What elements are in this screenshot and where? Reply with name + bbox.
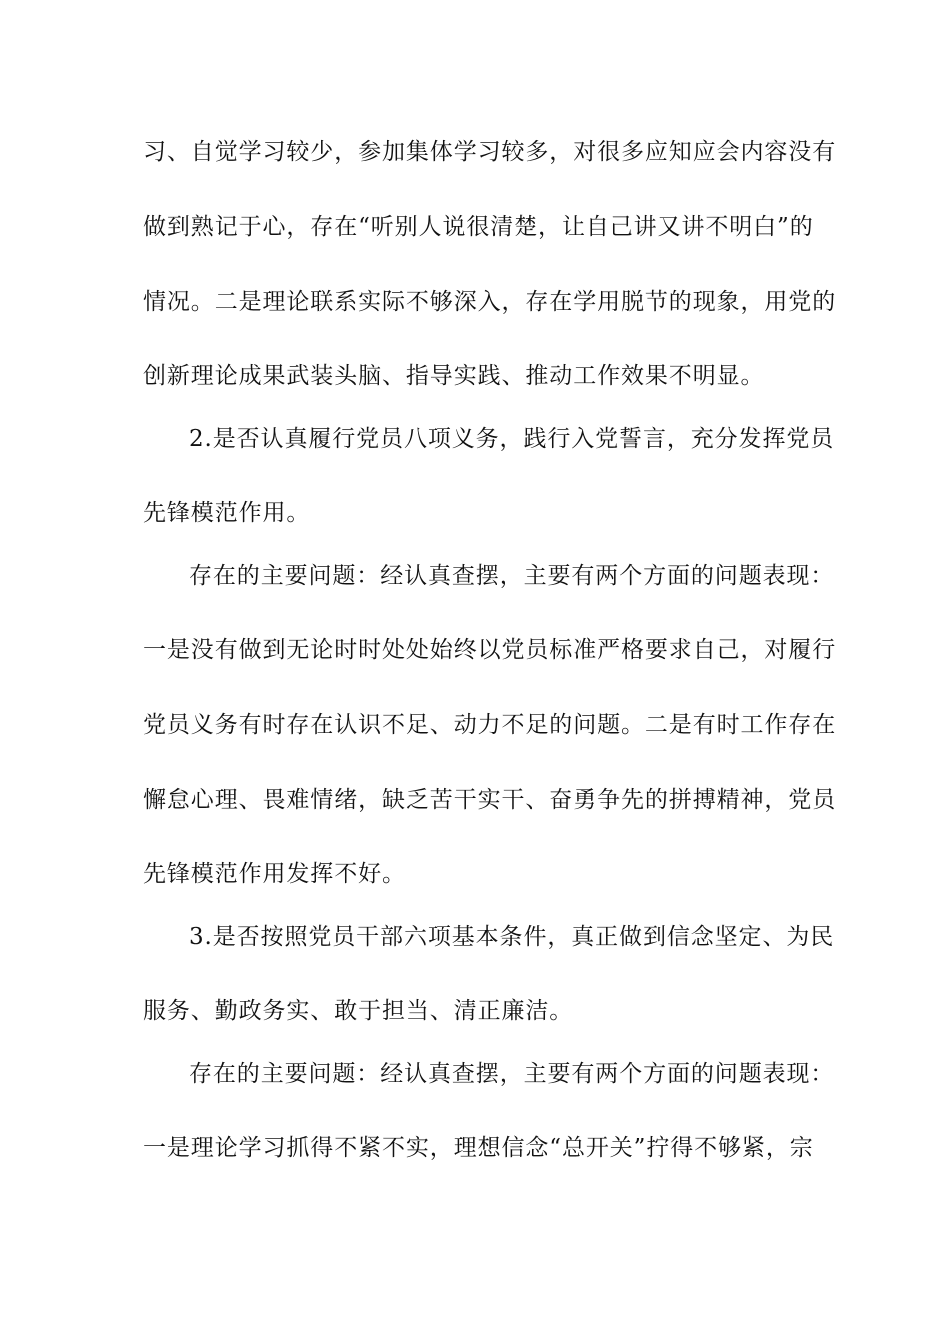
text-line: 做到熟记于心，存在“听别人说很清楚，让自己讲又讲不明白”的 <box>143 214 814 240</box>
text-line: 习、自觉学习较少，参加集体学习较多，对很多应知应会内容没有 <box>143 139 837 165</box>
section-heading-2: 2.是否认真履行党员八项义务，践行入党誓言，充分发挥党员 <box>189 426 835 452</box>
problem-intro: 存在的主要问题：经认真查摆，主要有两个方面的问题表现： <box>189 1061 835 1087</box>
text-line: 先锋模范作用发挥不好。 <box>143 861 406 887</box>
problem-intro: 存在的主要问题：经认真查摆，主要有两个方面的问题表现： <box>189 563 835 589</box>
text-line: 创新理论成果武装头脑、指导实践、推动工作效果不明显。 <box>143 363 765 389</box>
text-line: 先锋模范作用。 <box>143 500 311 526</box>
text-line: 党员义务有时存在认识不足、动力不足的问题。二是有时工作存在 <box>143 712 837 738</box>
text-line: 情况。二是理论联系实际不够深入，存在学用脱节的现象，用党的 <box>143 289 837 315</box>
text-line: 服务、勤政务实、敢于担当、清正廉洁。 <box>143 998 574 1024</box>
section-heading-3: 3.是否按照党员干部六项基本条件，真正做到信念坚定、为民 <box>189 924 835 950</box>
text-line: 一是没有做到无论时时处处始终以党员标准严格要求自己，对履行 <box>143 637 837 663</box>
text-line: 懈怠心理、畏难情绪，缺乏苦干实干、奋勇争先的拼搏精神，党员 <box>143 787 837 813</box>
text-line: 一是理论学习抓得不紧不实，理想信念“总开关”拧得不够紧，宗 <box>143 1135 814 1161</box>
